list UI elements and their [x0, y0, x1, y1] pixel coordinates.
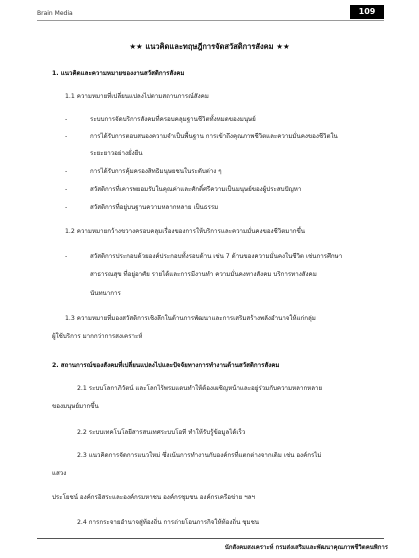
header-divider — [37, 20, 384, 21]
section1-sub3-cont: ผู้ใช้บริการ มากกว่าการสงเคราะห์ — [52, 333, 143, 340]
bullet-item-cont: ระยะยาวอย่างยั่งยืน — [90, 150, 143, 157]
section1-sub1: 1.1 ความหมายที่เปลี่ยนแปลงไปตามสถานการณ์สังคม — [65, 93, 209, 100]
section2-item-cont: ของมนุษย์มากขึ้น — [52, 403, 99, 410]
section2-item-cont: แสวง — [52, 470, 67, 477]
section2-item-cont: ประโยชน์ องค์กรอิสระและองค์กรมหาชน องค์กรชุมชน องค์กรเครือข่าย ฯลฯ — [52, 494, 255, 501]
section2-heading: 2. สถานการณ์ของสังคมที่เปลี่ยนแปลงไปและปัจจัยทางการทำงานด้านสวัสดิการสังคม — [52, 362, 280, 369]
bullet-item: สวัสดิการที่เคารพยอมรับในคุณค่าและศักดิ์ศรีความเป็นมนุษย์ของผู้ประสบปัญหา — [90, 186, 302, 193]
section2-item: 2.2 ระบบเทคโนโลยีสารสนเทศระบบโอที ทำให้รับรู้ข้อมูลได้เร็ว — [77, 429, 246, 436]
page-number: 109 — [350, 5, 384, 19]
bullet-item-cont: สาธารณสุข ที่อยู่อาศัย รายได้และการมีงานทำ ความมั่นคงทางสังคม บริการทางสังคม — [90, 271, 317, 278]
section2-item: 2.1 ระบบโลกาภิวัตน์ และโลกไร้พรมแดนทำให้ต้องเผชิญหน้าและอยู่ร่วมกับความหลากหลาย — [77, 385, 323, 392]
bullet-dash: - — [65, 253, 68, 260]
section2-item: 2.3 แนวคิดการจัดการแนวใหม่ ซึ่งเน้นการทำงานกับองค์กรที่แตกต่างจากเดิม เช่น องค์กรไม่ — [77, 452, 322, 459]
bullet-item: สวัสดิการประกอบด้วยองค์ประกอบทั้งรอบด้าน เช่น 7 ด้านของความมั่นคงในชีวิต เช่นการศึกษา — [90, 253, 343, 260]
footer-text: นักสังคมสงเคราะห์ กรมส่งเสริมและพัฒนาคุณภาพชีวิตคนพิการ — [224, 544, 388, 551]
page-title: ★★ แนวคิดและทฤษฎีการจัดสวัสดิการสังคม ★★ — [129, 42, 290, 51]
bullet-item: การได้รับการตอบสนองความจำเป็นพื้นฐาน การเข้าถึงคุณภาพชีวิตและความมั่นคงของชีวิตใน — [90, 133, 338, 140]
section2-item: 2.4 การกระจายอำนาจสู่ท้องถิ่น การถ่ายโอนภารกิจให้ท้องถิ่น ชุมชน — [77, 519, 259, 526]
bullet-dash: - — [65, 116, 68, 123]
bullet-item: สวัสดิการที่อยู่บนฐานความหลากหลาย เป็นธรรม — [90, 204, 219, 211]
section1-sub2: 1.2 ความหมายกว้างขวางครอบคลุมเรื่องของการให้บริการและความมั่นคงของชีวิตมากขึ้น — [65, 228, 306, 235]
section1-heading: 1. แนวคิดและความหมายของงานสวัสดิการสังคม — [52, 70, 185, 77]
bullet-dash: - — [65, 133, 68, 140]
footer-divider — [37, 538, 384, 539]
bullet-item: ระบบการจัดบริการสังคมที่ครอบคลุมฐานชีวิตทั้งหมดของมนุษย์ — [90, 116, 256, 123]
header-brand: Brain Media — [37, 10, 73, 17]
bullet-item-cont: นันทนาการ — [90, 290, 121, 297]
bullet-dash: - — [65, 186, 68, 193]
bullet-item: การได้รับการคุ้มครองสิทธิมนุษยชนในระดับต่าง ๆ — [90, 168, 222, 175]
bullet-dash: - — [65, 168, 68, 175]
section1-sub3: 1.3 ความหมายที่มองสวัสดิการเชิงลึกในด้านการพัฒนาและการเสริมสร้างพลังอำนาจให้แก่กลุ่ม — [65, 315, 316, 322]
bullet-dash: - — [65, 204, 68, 211]
